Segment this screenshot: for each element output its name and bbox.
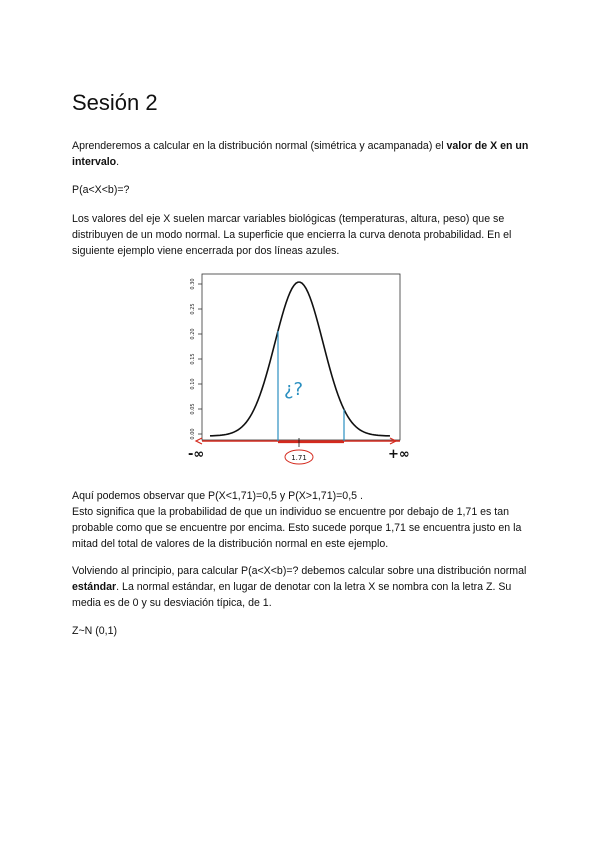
- y-tick-label: 0.30: [190, 278, 196, 290]
- y-axis-ticks: [190, 278, 202, 439]
- paragraph-observation: Aquí podemos observar que P(X<1,71)=0,5 y P(X>1,71)=0,5 .: [72, 490, 363, 502]
- plot-frame: [202, 274, 400, 440]
- normal-curve: [210, 282, 390, 436]
- page-title: Sesión 2: [72, 90, 158, 115]
- paragraph-standard: [72, 563, 532, 611]
- intro-paragraph: [72, 138, 532, 170]
- standard-end: . La normal estándar, en lugar de denotar con la letra X se nombra con la letra Z. Su media es de 0 y su desviación típica, de 1.: [72, 581, 512, 609]
- plus-infinity-label: +∞: [388, 447, 410, 462]
- minus-infinity-label: -∞: [188, 447, 205, 462]
- normal-distribution-figure: [180, 272, 420, 468]
- intro-bold: valor de X en un intervalo: [72, 140, 529, 168]
- formula-standard-normal: Z~N (0,1): [72, 625, 118, 637]
- y-tick-label: 0.10: [190, 378, 196, 390]
- y-tick-label: 0.00: [190, 428, 196, 440]
- y-tick-label: 0.20: [190, 328, 196, 340]
- y-tick-label: 0.05: [190, 403, 196, 415]
- y-tick-label: 0.25: [190, 303, 196, 315]
- paragraph-meaning: Esto significa que la probabilidad de que un individuo se encuentre por debajo de 1,71 es tan probable como que se encuentre por encima. Esto sucede porque 1,71 se encuentra justo en la mitad del total de valores de la distribución normal en este ejemplo.: [72, 506, 522, 550]
- intro-end: .: [116, 156, 120, 168]
- y-tick-label: 0.15: [190, 353, 196, 365]
- formula-probability: P(a<X<b)=?: [72, 184, 130, 196]
- standard-text: Volviendo al principio, para calcular P(a<X<b)=? debemos calcular sobre una distribución normal: [72, 565, 527, 577]
- center-value-label: 1.71: [291, 454, 307, 462]
- paragraph-eje-x: Los valores del eje X suelen marcar variables biológicas (temperaturas, altura, peso) que se distribuyen de un modo normal. La superficie que encierra la curva denota probabilidad. En el siguiente ejemplo viene encerrada por dos líneas azules.: [72, 213, 512, 257]
- intro-text: Aprenderemos a calcular en la distribución normal (simétrica y acampanada) el: [72, 140, 447, 152]
- question-label: ¿?: [284, 379, 304, 400]
- standard-bold: estándar: [72, 581, 117, 593]
- left-arrow-icon: [196, 438, 202, 444]
